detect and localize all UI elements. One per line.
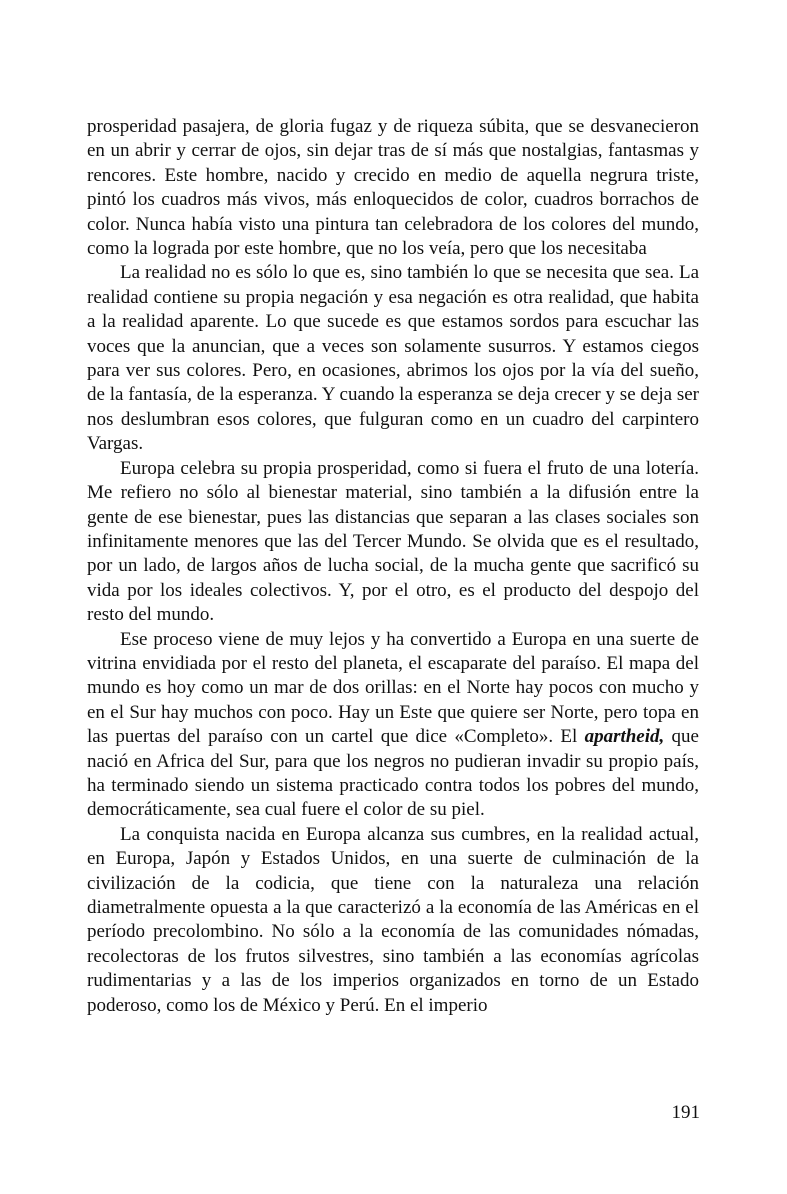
paragraph-ese-proceso — [87, 628, 699, 823]
page-number: 191 — [671, 1102, 700, 1123]
paragraph-realidad: La realidad no es sólo lo que es, sino también lo que se necesita que sea. La realidad contiene su propia negación y esa negación es otra realidad, que habita a la realidad aparente. Lo que sucede es que estamos sordos para escuchar las voces que la anuncian, que a veces son solamente susurros. Y estamos ciegos para ver sus colores. Pero, en ocasiones, abrimos los ojos por la vía del sueño, de la fantasía, de la esperanza. Y cuando la esperanza se deja crecer y se deja ser nos deslumbran esos colores, que fulguran como en un cuadro del carpintero Vargas. — [87, 262, 699, 455]
page-body — [87, 115, 699, 1018]
paragraph-continuation: prosperidad pasajera, de gloria fugaz y de riqueza súbita, que se desvanecieron en un abrir y cerrar de ojos, sin dejar tras de sí más que nostalgias, fantasmas y rencores. Este hombre, nacido y crecido en medio de aquella negrura triste, pintó los cuadros más vivos, más enloquecidos de color, cuadros borrachos de color. Nunca había visto una pintura tan celebradora de los colores del mundo, como la lograda por este hombre, que no los veía, pero que los necesitaba — [87, 116, 699, 260]
paragraph-text-after: que nació en Africa del Sur, para que los negros no pudieran invadir su propio país, ha terminado siendo un sistema practicado contra todos los pobres del mundo, democráticamente, sea cual fuere el color de su piel. — [87, 726, 699, 821]
paragraph-la-conquista: La conquista nacida en Europa alcanza sus cumbres, en la realidad actual, en Europa, Japón y Estados Unidos, en una suerte de culminación de la civilización de la codicia, que tiene con la naturaleza una relación diametralmente opuesta a la que caracterizó a la economía de las Américas en el período precolombino. No sólo a la economía de las comunidades nómadas, recolectoras de los frutos silvestres, sino también a las economías agrícolas rudimentarias y a las de los imperios organizados en torno de un Estado poderoso, como los de México y Perú. En el imperio — [87, 823, 699, 1016]
emphasis-apartheid: apartheid, — [584, 726, 665, 748]
paragraph-text-before: Ese proceso viene de muy lejos y ha convertido a Europa en una suerte de vitrina envidiada por el resto del planeta, el escaparate del paraíso. El mapa del mundo es hoy como un mar de dos orillas: en el Norte hay pocos con mucho y en el Sur hay muchos con poco. Hay un Este que quiere ser Norte, pero topa en las puertas del paraíso con un cartel que dice «Completo». El — [87, 628, 699, 748]
paragraph-europa-celebra: Europa celebra su propia prosperidad, como si fuera el fruto de una lotería. Me refiero no sólo al bienestar material, sino también a la difusión entre la gente de ese bienestar, pues las distancias que separan a las clases sociales son infinitamente menores que las del Tercer Mundo. Se olvida que es el resultado, por un lado, de largos años de lucha social, de la mucha gente que sacrificó su vida por los ideales colectivos. Y, por el otro, es el producto del despojo del resto del mundo. — [87, 457, 699, 626]
